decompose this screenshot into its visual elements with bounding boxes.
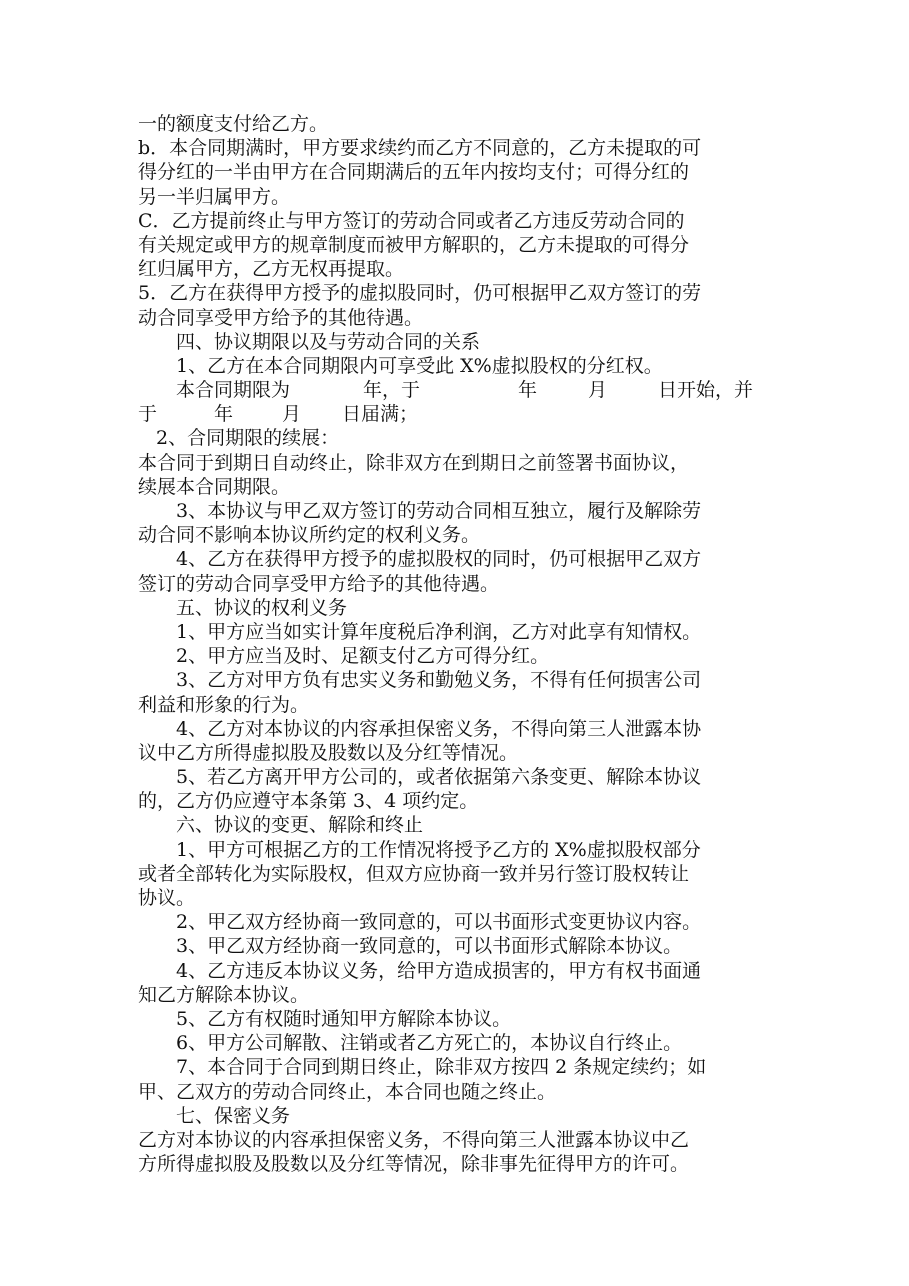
- text-line: 知乙方解除本协议。: [138, 983, 310, 1006]
- text-line: 2、甲方应当及时、足额支付乙方可得分红。: [176, 645, 550, 668]
- text-line: 甲、乙双方的劳动合同终止，本合同也随之终止。: [138, 1080, 557, 1103]
- text-line: 5、若乙方离开甲方公司的，或者依据第六条变更、解除本协议: [176, 766, 702, 789]
- text-line: 5．乙方在获得甲方授予的虚拟股同时，仍可根据甲乙双方签订的劳: [138, 282, 702, 305]
- term-text: 年: [518, 379, 538, 402]
- text-line: 1、甲方应当如实计算年度税后净利润，乙方对此享有知情权。: [176, 620, 702, 643]
- text-line: 2、合同期限的续展：: [156, 427, 340, 450]
- term-blank-row-1: [138, 378, 778, 402]
- text-line: b．本合同期满时，甲方要求续约而乙方不同意的，乙方未提取的可: [138, 137, 702, 160]
- text-line: 动合同享受甲方给予的其他待遇。: [138, 306, 424, 329]
- text-line: C．乙方提前终止与甲方签订的劳动合同或者乙方违反劳动合同的: [138, 209, 685, 232]
- text-line: 利益和形象的行为。: [138, 693, 310, 716]
- term-text: 日开始，并: [658, 379, 754, 402]
- term-text: 于: [138, 403, 158, 426]
- text-line: 4、乙方违反本协议义务，给甲方造成损害的，甲方有权书面通: [176, 959, 702, 982]
- text-line: 或者全部转化为实际股权，但双方应协商一致并另行签订股权转让: [138, 862, 690, 885]
- text-line: 4、乙方在获得甲方授予的虚拟股权的同时，仍可根据甲乙双方: [176, 548, 702, 571]
- text-line: 议中乙方所得虚拟股及股数以及分红等情况。: [138, 741, 519, 764]
- text-line: 5、乙方有权随时通知甲方解除本协议。: [176, 1007, 512, 1030]
- term-text: 本合同期限为: [176, 379, 291, 402]
- text-line: 2、甲乙双方经协商一致同意的，可以书面形式变更协议内容。: [176, 911, 702, 934]
- document-body: [138, 112, 778, 1176]
- text-line: 3、甲乙双方经协商一致同意的，可以书面形式解除本协议。: [176, 935, 683, 958]
- text-line: 本合同于到期日自动终止，除非双方在到期日之前签署书面协议，: [138, 451, 690, 474]
- text-line: 一的额度支付给乙方。: [138, 113, 329, 135]
- text-line: 方所得虚拟股及股数以及分红等情况，除非事先征得甲方的许可。: [138, 1153, 690, 1176]
- text-line: 1、甲方可根据乙方的工作情况将授予乙方的 X%虚拟股权部分: [176, 838, 701, 861]
- term-text: 年: [214, 403, 234, 426]
- text-line: 1、乙方在本合同期限内可享受此 X%虚拟股权的分红权。: [176, 354, 663, 377]
- text-line: 续展本合同期限。: [138, 475, 291, 498]
- section-heading-6: 六、协议的变更、解除和终止: [176, 814, 424, 837]
- text-line: 得分红的一半由甲方在合同期满后的五年内按均支付；可得分红的: [138, 161, 690, 184]
- text-line: 签订的劳动合同享受甲方给予的其他待遇。: [138, 572, 500, 595]
- term-text: 月: [588, 379, 608, 402]
- section-heading-4: 四、协议期限以及与劳动合同的关系: [176, 330, 481, 353]
- term-text: 日届满；: [342, 403, 419, 426]
- text-line: 有关规定或甲方的规章制度而被甲方解职的，乙方未提取的可得分: [138, 233, 690, 256]
- term-text: 年，于: [363, 379, 421, 402]
- text-line: 的，乙方仍应遵守本条第 3、4 项约定。: [138, 790, 479, 813]
- text-line: 4、乙方对本协议的内容承担保密义务，不得向第三人泄露本协: [176, 717, 702, 740]
- section-heading-7: 七、保密义务: [176, 1104, 291, 1127]
- text-line: 红归属甲方，乙方无权再提取。: [138, 258, 405, 281]
- text-line: 乙方对本协议的内容承担保密义务，不得向第三人泄露本协议中乙: [138, 1128, 690, 1151]
- text-line: 另一半归属甲方。: [138, 185, 291, 208]
- text-line: 协议。: [138, 887, 196, 909]
- text-line: 动合同不影响本协议所约定的权利义务。: [138, 524, 481, 547]
- term-blank-row-2: [138, 402, 778, 426]
- text-line: 3、乙方对甲方负有忠实义务和勤勉义务，不得有任何损害公司: [176, 669, 702, 692]
- text-line: 3、本协议与甲乙双方签订的劳动合同相互独立，履行及解除劳: [176, 500, 702, 522]
- section-heading-5: 五、协议的权利义务: [176, 596, 348, 619]
- text-line: 7、本合同于合同到期日终止，除非双方按四 2 条规定续约；如: [176, 1056, 707, 1079]
- term-text: 月: [282, 403, 302, 426]
- text-line: 6、甲方公司解散、注销或者乙方死亡的，本协议自行终止。: [176, 1032, 683, 1055]
